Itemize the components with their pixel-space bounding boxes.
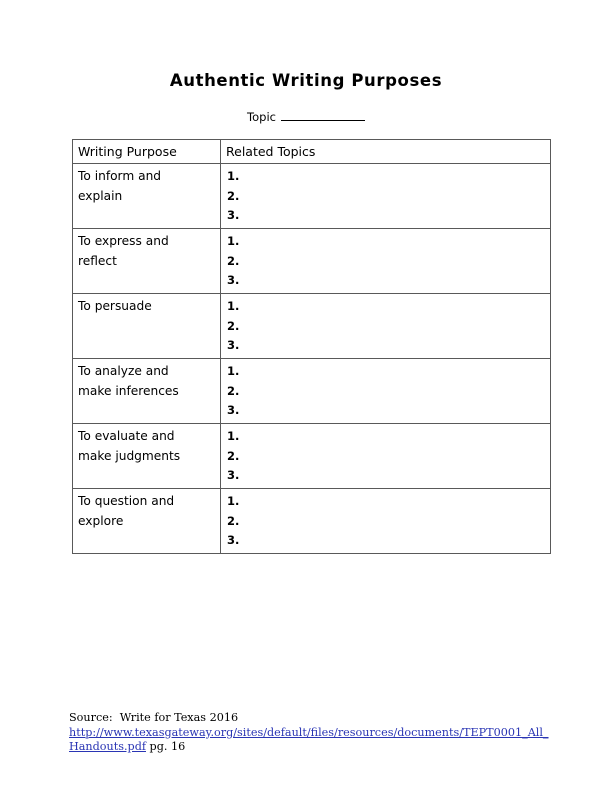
- table-row: [73, 229, 551, 294]
- cell-writing-purpose: [73, 424, 221, 489]
- page-title: Authentic Writing Purposes: [169, 71, 443, 90]
- table-row: [73, 294, 551, 359]
- topic-item-number: 1.: [227, 494, 240, 508]
- topic-item-number: 2.: [227, 188, 240, 203]
- purpose-line: To persuade: [78, 299, 152, 313]
- table-row: [73, 424, 551, 489]
- source-url-link[interactable]: http://www.texasgateway.org/sites/default/files/resources/documents/TEPT0001_All_Handouts.pdf: [69, 725, 549, 754]
- purpose-line: make judgments: [78, 448, 181, 463]
- table-row: [73, 164, 551, 229]
- cell-related-topics[interactable]: [221, 164, 551, 229]
- topic-item-number: 3.: [227, 468, 240, 482]
- topic-item-number: 3.: [227, 403, 240, 417]
- table-row: [73, 489, 551, 554]
- topic-field-row: [0, 109, 612, 124]
- topic-item-number: 2.: [227, 448, 240, 463]
- source-footer: [69, 711, 549, 755]
- topic-item-number: 2.: [227, 513, 240, 528]
- topic-item-number: 3.: [227, 533, 240, 547]
- topic-item-number: 1.: [227, 364, 240, 378]
- purpose-line: To question and: [78, 494, 175, 508]
- purpose-line: To inform and: [78, 169, 162, 183]
- cell-writing-purpose: [73, 164, 221, 229]
- cell-writing-purpose: [73, 229, 221, 294]
- purpose-line: To analyze and: [78, 364, 169, 378]
- column-header-writing-purpose: Writing Purpose: [73, 140, 221, 164]
- topic-item-number: 3.: [227, 338, 240, 352]
- table-row: [73, 359, 551, 424]
- purpose-line: To express and: [78, 234, 169, 248]
- purpose-line: explain: [78, 188, 123, 203]
- table-header-row: [73, 140, 551, 164]
- column-header-related-topics: Related Topics: [221, 140, 551, 164]
- cell-related-topics[interactable]: [221, 294, 551, 359]
- cell-related-topics[interactable]: [221, 229, 551, 294]
- cell-related-topics[interactable]: [221, 359, 551, 424]
- topic-item-number: 1.: [227, 429, 240, 443]
- cell-related-topics[interactable]: [221, 489, 551, 554]
- topic-item-number: 2.: [227, 253, 240, 268]
- topic-item-number: 1.: [227, 234, 240, 248]
- topic-item-number: 2.: [227, 383, 240, 398]
- topic-item-number: 2.: [227, 318, 240, 333]
- cell-writing-purpose: [73, 294, 221, 359]
- topic-item-number: 1.: [227, 299, 240, 313]
- topic-label: Topic: [247, 110, 276, 124]
- topic-blank-input[interactable]: [281, 109, 365, 121]
- writing-purposes-table: [72, 139, 550, 554]
- cell-writing-purpose: [73, 489, 221, 554]
- source-text: Source: Write for Texas 2016: [69, 711, 239, 724]
- cell-writing-purpose: [73, 359, 221, 424]
- purpose-line: make inferences: [78, 383, 179, 398]
- topic-item-number: 1.: [227, 169, 240, 183]
- topic-item-number: 3.: [227, 208, 240, 222]
- source-url-line: [69, 726, 549, 755]
- cell-related-topics[interactable]: [221, 424, 551, 489]
- purpose-line: reflect: [78, 253, 117, 268]
- topic-item-number: 3.: [227, 273, 240, 287]
- purpose-line: explore: [78, 513, 124, 528]
- purpose-line: To evaluate and: [78, 429, 175, 443]
- source-page-note: pg. 16: [146, 740, 186, 754]
